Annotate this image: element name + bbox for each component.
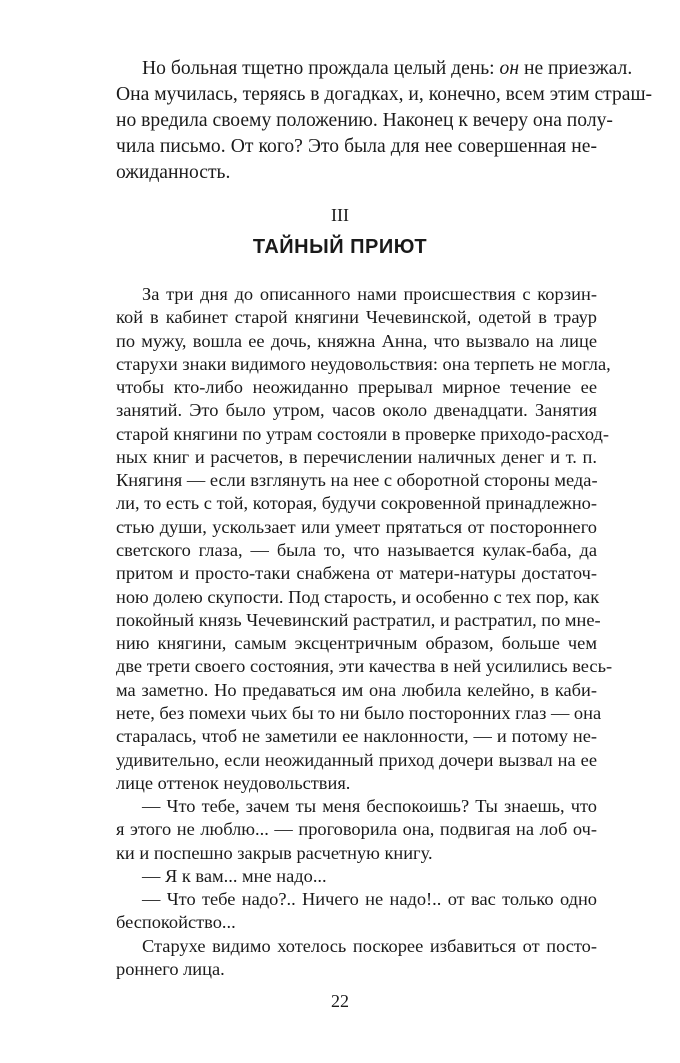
dialogue-line: беспокойство... xyxy=(116,912,236,932)
text-line: светского глаза, — была то, что называется кулак-баба, да xyxy=(116,540,597,560)
text-line: старалась, чтоб не заметили ее наклонности, — и потому не- xyxy=(116,726,597,746)
text-fragment: Но больная тщетно прождала целый день: xyxy=(142,58,500,79)
text-line: старухи знаки видимого неудовольствия: она терпеть не могла, xyxy=(116,354,611,374)
text-line: две трети своего состояния, эти качества в ней усилились весь- xyxy=(116,656,613,676)
text-line: покойный князь Чечевинский растратил, и растратил, по мне- xyxy=(116,610,601,630)
text-line: Княгиня — если взглянуть на нее с оборотной стороны меда- xyxy=(116,470,598,490)
chapter-number: III xyxy=(331,205,349,225)
text-line: лице оттенок неудовольствия. xyxy=(116,773,351,793)
text-line: За три дня до описанного нами происшествия с корзин- xyxy=(142,284,597,304)
dialogue-line: — Что тебе, зачем ты меня беспокоишь? Ты знаешь, что xyxy=(142,796,597,816)
text-line: притом и просто-таки снабжена от матери-натуры достаточ- xyxy=(116,563,597,583)
text-line: ною долею скупости. Под старость, и особенно с тех пор, как xyxy=(116,587,600,607)
text-line: старой княгини по утрам состояли в проверке приходо-расход- xyxy=(116,424,610,444)
text-line: Старухе видимо хотелось поскорее избавиться от посто- xyxy=(142,936,597,956)
dialogue-line: — Что тебе надо?.. Ничего не надо!.. от вас только одно xyxy=(142,889,597,909)
text-line: нете, без помехи чьих бы то ни было посторонних глаз — она xyxy=(116,703,602,723)
text-line: кой в кабинет старой княгини Чечевинской, одетой в траур xyxy=(116,307,597,327)
text-line: ли, то есть с той, которая, будучи сокровенной принадлежно- xyxy=(116,493,597,513)
text-fragment: не приезжал. xyxy=(519,58,633,79)
text-line xyxy=(142,58,633,80)
dialogue-line: я этого не люблю... — проговорила она, подвигая на лоб оч- xyxy=(116,819,597,839)
dialogue-line: ки и поспешно закрыв расчетную книгу. xyxy=(116,843,433,863)
text-line: нию княгини, самым эксцентричным образом, больше чем xyxy=(116,633,597,653)
text-line: стью души, ускользает или умеет прятаться от постороннего xyxy=(116,517,597,537)
page-number: 22 xyxy=(331,991,349,1011)
chapter-title: ТАЙНЫЙ ПРИЮТ xyxy=(252,236,428,258)
dialogue-line: — Я к вам... мне надо... xyxy=(142,866,327,886)
text-line: удивительно, если неожиданный приход дочери вызвал на ее xyxy=(116,750,597,770)
text-line: ных книг и расчетов, в перечислении наличных денег и т. п. xyxy=(116,447,597,467)
text-line: но вредила своему положению. Наконец к вечеру она полу- xyxy=(116,110,613,131)
text-line: по мужу, вошла ее дочь, княжна Анна, что вызвало на лице xyxy=(116,331,597,351)
emphasized-word: он xyxy=(499,58,520,79)
text-line: Она мучилась, теряясь в догадках, и, конечно, всем этим страш- xyxy=(116,84,653,105)
text-line: ма заметно. Но предаваться им она любила келейно, в каби- xyxy=(116,680,597,700)
text-line: занятий. Это было утром, часов около двенадцати. Занятия xyxy=(116,400,597,420)
text-line: роннего лица. xyxy=(116,959,225,979)
text-line: ожиданность. xyxy=(116,162,231,183)
text-line: чила письмо. От кого? Это была для нее совершенная не- xyxy=(116,136,597,157)
text-line: чтобы кто-либо неожиданно прерывал мирное течение ее xyxy=(116,377,597,397)
